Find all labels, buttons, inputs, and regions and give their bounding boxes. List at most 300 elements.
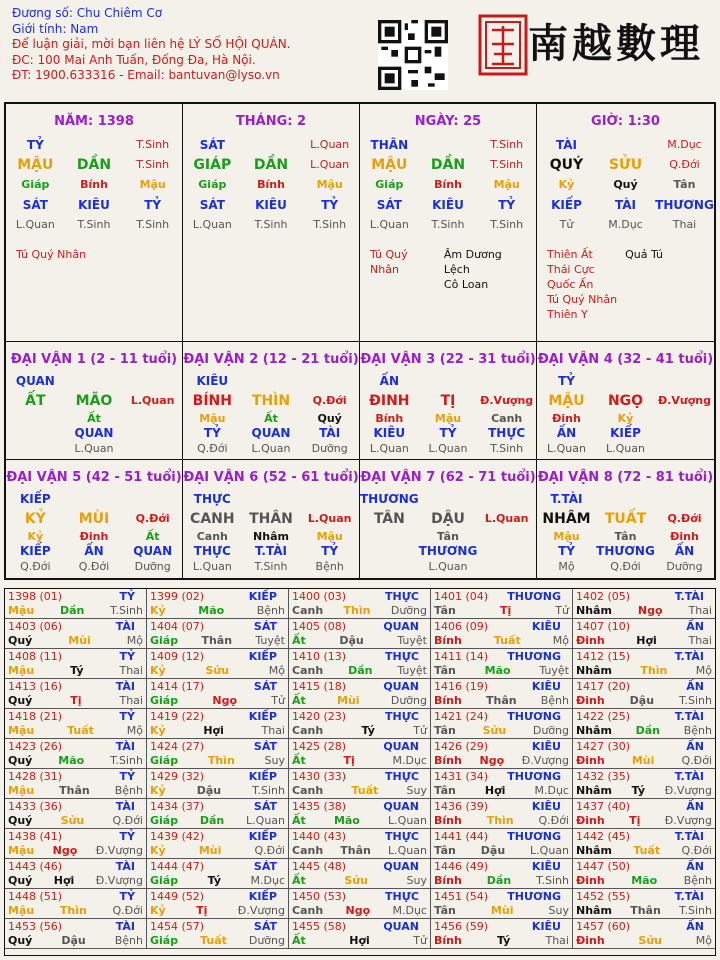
year-can: Nhâm xyxy=(576,604,612,617)
dai-van-value: BÍNH xyxy=(192,393,232,409)
year-cell xyxy=(5,679,147,709)
year-chi: Mùi xyxy=(631,754,655,767)
dai-van-grid xyxy=(537,489,714,574)
year-chi: Tuất xyxy=(493,634,521,647)
year-chi: Mão xyxy=(484,664,511,677)
year-than: KIẾP xyxy=(248,890,277,903)
pillar-value: M.Dục xyxy=(667,138,702,151)
pillar-value: Kỷ xyxy=(558,178,575,191)
dai-van-cell xyxy=(537,460,714,580)
dai-van-value: TÀI xyxy=(319,426,341,440)
pillar-value: L.Quan xyxy=(369,218,409,231)
year-label: 1406 (09) xyxy=(434,620,489,633)
dai-van-value: L.Quan xyxy=(251,442,291,455)
year-label: 1451 (54) xyxy=(434,890,489,903)
star-item: Tú Quý Nhân xyxy=(370,248,408,276)
year-label: 1425 (28) xyxy=(292,740,347,753)
year-than: TỶ xyxy=(119,890,135,903)
dai-van-value: Mậu xyxy=(553,530,580,543)
pillar-value: T.Sinh xyxy=(136,138,170,151)
year-chi: Sửu xyxy=(205,664,230,677)
pillar-cell xyxy=(183,104,360,342)
year-label: 1421 (24) xyxy=(434,710,489,723)
year-label: 1422 (25) xyxy=(576,710,631,723)
dai-van-value: ĐINH xyxy=(369,393,410,409)
year-than: QUAN xyxy=(383,680,419,693)
year-chi: Tý xyxy=(496,934,511,947)
pillar-value: MẬU xyxy=(17,157,54,173)
year-than: QUAN xyxy=(383,620,419,633)
year-truong-sinh: Tuyệt xyxy=(255,634,285,647)
year-cell xyxy=(431,589,573,619)
year-can: Mậu xyxy=(8,724,35,737)
dai-van-cell xyxy=(360,460,537,580)
year-cell xyxy=(431,889,573,919)
year-can: Bính xyxy=(434,934,462,947)
dai-van-value: THƯƠNG xyxy=(418,544,478,558)
year-chi: Tý xyxy=(361,724,375,737)
year-truong-sinh: Mộ xyxy=(268,664,285,677)
dai-van-value xyxy=(596,371,655,391)
year-cell xyxy=(289,859,431,889)
year-can: Tân xyxy=(434,664,456,677)
year-can: Tân xyxy=(434,904,456,917)
year-can: Tân xyxy=(434,604,456,617)
dai-van-value: QUAN xyxy=(251,426,291,440)
year-truong-sinh: Dưỡng xyxy=(532,724,569,737)
year-truong-sinh: T.Sinh xyxy=(536,874,569,887)
year-cell xyxy=(573,619,715,649)
dai-van-value: Tân xyxy=(437,530,459,543)
year-than: THƯƠNG xyxy=(507,650,561,663)
dai-van-value: T.TÀI xyxy=(255,544,287,558)
annual-luck-table xyxy=(4,588,716,956)
year-chi: Hợi xyxy=(53,874,75,887)
dai-van-value: QUAN xyxy=(74,426,114,440)
year-chi: Sửu xyxy=(638,934,662,947)
pillar-value: T.Sinh xyxy=(490,218,524,231)
star-item: Thái Cực xyxy=(547,263,595,276)
year-label: 1415 (18) xyxy=(292,680,347,693)
year-truong-sinh: Đ.Vượng xyxy=(664,784,712,797)
year-label: 1456 (59) xyxy=(434,920,489,933)
year-truong-sinh: T.Sinh xyxy=(252,784,285,797)
year-label: 1426 (29) xyxy=(434,740,489,753)
pillar-value: TỶ xyxy=(321,198,339,212)
pillar-value xyxy=(242,135,301,155)
dai-van-value xyxy=(419,371,478,391)
dai-van-value: TỶ xyxy=(558,374,575,388)
year-chi: Dần xyxy=(59,604,85,617)
dai-van-value: KIẾP xyxy=(610,426,641,440)
year-truong-sinh: L.Quan xyxy=(246,814,285,827)
year-than: THỰC xyxy=(385,710,419,723)
year-than: KIẾP xyxy=(248,710,277,723)
year-truong-sinh: Bệnh xyxy=(683,874,712,887)
year-cell xyxy=(289,589,431,619)
year-label: 1400 (03) xyxy=(292,590,347,603)
year-truong-sinh: Mộ xyxy=(126,724,143,737)
year-can: Kỷ xyxy=(150,664,166,677)
year-than: THỰC xyxy=(385,650,419,663)
year-chi: Thân xyxy=(485,694,517,707)
year-can: Mậu xyxy=(8,784,35,797)
dai-van-value: Q.Đới xyxy=(78,560,110,573)
year-chi: Ngọ xyxy=(52,844,78,857)
year-can: Quý xyxy=(8,634,33,647)
year-label: 1457 (60) xyxy=(576,920,631,933)
dai-van-value: QUAN xyxy=(15,374,55,388)
year-label: 1431 (34) xyxy=(434,770,489,783)
pillar-value: TÀI xyxy=(614,198,636,212)
year-truong-sinh: Tuyệt xyxy=(397,664,427,677)
year-label: 1409 (12) xyxy=(150,650,205,663)
pillar-value: DẦN xyxy=(253,157,289,173)
dai-van-value: KIẾP xyxy=(19,544,51,558)
year-than: KIẾP xyxy=(248,590,277,603)
dai-van-grid xyxy=(360,371,536,456)
pillar-value: L.Quan xyxy=(310,138,350,151)
year-chi: Dần xyxy=(199,814,225,827)
year-truong-sinh: Đ.Vượng xyxy=(95,844,143,857)
year-chi: Tý xyxy=(207,874,221,887)
year-can: Giáp xyxy=(150,934,179,947)
year-chi: Ngọ xyxy=(345,904,371,917)
dai-van-title: ĐẠI VẬN 2 (12 - 21 tuổi) xyxy=(183,352,359,367)
pillar-value: T.Sinh xyxy=(490,138,524,151)
dai-van-value xyxy=(360,559,419,574)
dai-van-value xyxy=(419,489,478,509)
pillar-value: Tân xyxy=(673,178,696,191)
star-item: Tú Quý Nhân xyxy=(16,248,87,261)
star-item: Tú Quý Nhân xyxy=(547,293,618,306)
dai-van-value: CANH xyxy=(190,511,235,527)
contact-line: Để luận giải, mời bạn liên hệ LÝ SỐ HỘI QUÁN. xyxy=(12,37,291,52)
year-can: Quý xyxy=(8,874,33,887)
year-cell xyxy=(147,769,289,799)
year-label: 1399 (02) xyxy=(150,590,205,603)
year-chi: Mão xyxy=(58,754,85,767)
dai-van-value: ẤN xyxy=(379,374,399,388)
year-cell xyxy=(5,649,147,679)
year-cell xyxy=(431,619,573,649)
pillar-value: SÁT xyxy=(199,198,225,212)
year-truong-sinh: M.Dục xyxy=(392,754,427,767)
dai-van-cell xyxy=(183,342,360,460)
dai-van-value: Ất xyxy=(87,412,101,425)
dai-van-title: ĐẠI VẬN 3 (22 - 31 tuổi) xyxy=(360,352,536,367)
year-truong-sinh: Thai xyxy=(688,634,712,647)
year-cell xyxy=(573,919,715,949)
dai-van-value xyxy=(6,441,65,456)
year-cell xyxy=(573,649,715,679)
year-can: Giáp xyxy=(150,754,179,767)
pillar-value: T.Sinh xyxy=(254,218,288,231)
year-truong-sinh: Bệnh xyxy=(256,604,285,617)
year-chi: Ngọ xyxy=(479,754,505,767)
year-truong-sinh: Tử xyxy=(555,604,569,617)
year-truong-sinh: Tuyệt xyxy=(397,634,427,647)
dai-van-value: TỶ xyxy=(439,426,457,440)
year-chi: Thìn xyxy=(343,604,371,617)
pillar-value: Giáp xyxy=(21,178,50,191)
address-line: ĐC: 100 Mai Anh Tuấn, Đống Đa, Hà Nội. xyxy=(12,52,256,67)
dai-van-value: THƯƠNG xyxy=(360,492,419,506)
year-label: 1428 (31) xyxy=(8,770,63,783)
year-can: Ất xyxy=(292,814,306,827)
dai-van-value: Bệnh xyxy=(315,560,344,573)
year-can: Bính xyxy=(434,754,462,767)
year-than: TÀI xyxy=(115,620,135,633)
year-cell xyxy=(431,919,573,949)
dai-van-grid xyxy=(6,371,182,456)
year-truong-sinh: Tử xyxy=(413,934,427,947)
year-truong-sinh: T.Sinh xyxy=(110,754,143,767)
year-chi: Mùi xyxy=(198,844,222,857)
year-truong-sinh: Đ.Vượng xyxy=(521,754,569,767)
year-label: 1438 (41) xyxy=(8,830,63,843)
dai-van-value: Mộ xyxy=(558,560,575,573)
year-label: 1411 (14) xyxy=(434,650,489,663)
year-chi: Ngọ xyxy=(212,694,238,707)
year-label: 1447 (50) xyxy=(576,860,631,873)
year-truong-sinh: Dưỡng xyxy=(248,934,285,947)
dai-van-value: Canh xyxy=(196,530,228,543)
owner-line: Đương số: Chu Chiêm Cơ xyxy=(12,6,163,20)
year-truong-sinh: Q.Đới xyxy=(538,814,569,827)
year-label: 1405 (08) xyxy=(292,620,347,633)
dai-van-value: Dưỡng xyxy=(134,560,171,573)
year-label: 1434 (37) xyxy=(150,800,205,813)
year-cell xyxy=(5,739,147,769)
year-cell xyxy=(289,919,431,949)
dai-van-value: Ất xyxy=(145,530,160,543)
year-chi: Tý xyxy=(631,784,646,797)
year-label: 1418 (21) xyxy=(8,710,63,723)
year-can: Mậu xyxy=(8,844,35,857)
year-chi: Thân xyxy=(340,844,371,857)
pillar-value: T.Sinh xyxy=(136,218,170,231)
year-cell xyxy=(289,679,431,709)
dai-van-value: T.TÀI xyxy=(550,492,583,506)
year-label: 1401 (04) xyxy=(434,590,489,603)
year-than: THỰC xyxy=(385,770,419,783)
year-than: ẤN xyxy=(686,740,704,753)
year-label: 1445 (48) xyxy=(292,860,347,873)
year-than: THỰC xyxy=(385,590,419,603)
dai-van-value: TỶ xyxy=(558,544,575,558)
pillar-value: Mậu xyxy=(139,178,166,191)
qr-code-icon[interactable] xyxy=(378,20,448,90)
dai-van-value: Đinh xyxy=(670,530,699,543)
year-chi: Thân xyxy=(59,784,90,797)
dai-van-value xyxy=(123,426,182,441)
pillar-value: T.Sinh xyxy=(136,158,170,171)
dai-van-value: MẬU xyxy=(548,393,585,409)
year-can: Nhâm xyxy=(576,844,612,857)
year-can: Canh xyxy=(292,724,324,737)
pillar-value: Giáp xyxy=(198,178,227,191)
dai-van-value xyxy=(477,529,536,544)
year-chi: Tị xyxy=(343,754,355,767)
year-chi: Tị xyxy=(629,814,641,827)
pillar-title: THÁNG: 2 xyxy=(235,114,307,129)
year-chi: Dậu xyxy=(629,694,655,707)
year-cell xyxy=(5,829,147,859)
year-can: Quý xyxy=(8,934,33,947)
dai-van-grid xyxy=(183,489,359,574)
year-can: Ất xyxy=(292,874,306,887)
year-can: Kỷ xyxy=(150,784,166,797)
star-item: Thiên Y xyxy=(547,308,588,321)
dai-van-value xyxy=(477,559,536,574)
year-label: 1410 (13) xyxy=(292,650,347,663)
year-than: QUAN xyxy=(383,740,419,753)
year-than: KIÊU xyxy=(531,680,561,693)
year-label: 1408 (11) xyxy=(8,650,63,663)
dai-van-value xyxy=(360,544,419,559)
pillar-value: QUÝ xyxy=(549,157,584,173)
pillar-value: KIẾP xyxy=(551,198,582,212)
dai-van-value: DẬU xyxy=(431,511,465,527)
year-truong-sinh: Thai xyxy=(545,934,569,947)
year-can: Ất xyxy=(292,754,306,767)
pillar-stars xyxy=(537,235,714,322)
pillar-value: Mậu xyxy=(316,178,343,191)
year-label: 1450 (53) xyxy=(292,890,347,903)
year-label: 1433 (36) xyxy=(8,800,63,813)
star-list xyxy=(370,247,436,292)
dai-van-value: Dưỡng xyxy=(666,560,703,573)
year-cell xyxy=(431,769,573,799)
pillar-value: SỬU xyxy=(608,157,643,173)
year-can: Kỷ xyxy=(150,904,166,917)
year-cell xyxy=(431,679,573,709)
year-than: ẤN xyxy=(686,860,704,873)
pillar-value: L.Quan xyxy=(192,218,232,231)
year-can: Kỷ xyxy=(150,844,166,857)
red-seal-logo xyxy=(478,14,528,76)
star-list-secondary xyxy=(444,247,526,292)
dai-van-value: L.Quan xyxy=(547,442,586,455)
pillar-value: T.Sinh xyxy=(77,218,111,231)
star-item: Âm Dương Lệch xyxy=(443,248,502,276)
dai-van-title: ĐẠI VẬN 4 (32 - 41 tuổi) xyxy=(537,352,714,367)
year-than: TỶ xyxy=(119,650,135,663)
year-can: Canh xyxy=(292,904,324,917)
dai-van-value: Kỷ xyxy=(617,412,634,425)
pillar-value: KIÊU xyxy=(78,198,110,212)
year-than: T.TÀI xyxy=(674,650,704,663)
year-label: 1420 (23) xyxy=(292,710,347,723)
year-than: SÁT xyxy=(253,680,277,693)
year-truong-sinh: Q.Đới xyxy=(681,844,712,857)
year-cell xyxy=(5,709,147,739)
pillar-value: SÁT xyxy=(199,138,225,152)
year-chi: Hợi xyxy=(484,784,506,797)
dai-van-value: MÃO xyxy=(75,393,113,409)
year-cell xyxy=(573,679,715,709)
year-than: THƯƠNG xyxy=(507,890,561,903)
dai-van-value: Ất xyxy=(264,412,278,425)
dai-van-value xyxy=(6,426,65,441)
year-than: KIÊU xyxy=(531,740,561,753)
dai-van-value: QUAN xyxy=(133,544,173,558)
year-cell xyxy=(289,649,431,679)
dai-van-value: L.Quan xyxy=(484,512,529,525)
year-chi: Hợi xyxy=(636,634,657,647)
year-truong-sinh: Bệnh xyxy=(540,694,569,707)
year-label: 1423 (26) xyxy=(8,740,63,753)
year-cell xyxy=(289,889,431,919)
pillar-cell xyxy=(537,104,714,342)
dai-van-value: THÌN xyxy=(251,393,291,409)
year-label: 1449 (52) xyxy=(150,890,205,903)
year-can: Đinh xyxy=(576,754,605,767)
star-item: Cô Loan xyxy=(443,278,489,291)
pillar-value: Bính xyxy=(434,178,462,191)
year-cell xyxy=(289,739,431,769)
year-label: 1453 (56) xyxy=(8,920,63,933)
dai-van-value xyxy=(655,489,714,509)
year-label: 1413 (16) xyxy=(8,680,63,693)
year-label: 1430 (33) xyxy=(292,770,347,783)
dai-van-value: ẤT xyxy=(25,393,46,409)
chart-header xyxy=(12,6,372,84)
four-pillars-chart xyxy=(4,102,716,580)
dai-van-value: Q.Đới xyxy=(610,560,641,573)
year-can: Tân xyxy=(434,724,456,737)
year-label: 1403 (06) xyxy=(8,620,63,633)
year-label: 1402 (05) xyxy=(576,590,631,603)
year-truong-sinh: Thai xyxy=(119,694,143,707)
year-chi: Dần xyxy=(635,724,661,737)
dai-van-cell xyxy=(6,342,183,460)
year-chi: Thìn xyxy=(59,904,87,917)
year-than: TÀI xyxy=(115,860,135,873)
year-truong-sinh: Mộ xyxy=(695,934,712,947)
dai-van-grid xyxy=(6,489,182,574)
dai-van-value: MÙI xyxy=(78,511,110,527)
pillar-value: DẦN xyxy=(430,157,466,173)
year-than: T.TÀI xyxy=(674,890,704,903)
year-than: SÁT xyxy=(253,860,277,873)
year-can: Đinh xyxy=(576,934,605,947)
year-truong-sinh: Mộ xyxy=(695,664,712,677)
year-can: Canh xyxy=(292,844,324,857)
year-truong-sinh: Q.Đới xyxy=(681,754,712,767)
year-than: TÀI xyxy=(115,800,135,813)
dai-van-value: L.Quan xyxy=(606,442,645,455)
year-cell xyxy=(147,589,289,619)
dai-van-value: THƯƠNG xyxy=(596,544,655,558)
year-than: SÁT xyxy=(253,800,277,813)
year-cell xyxy=(431,829,573,859)
dai-van-value: KIÊU xyxy=(373,426,406,440)
year-chi: Dậu xyxy=(339,634,364,647)
pillar-title: GIỜ: 1:30 xyxy=(591,114,660,129)
year-than: KIÊU xyxy=(531,920,561,933)
year-can: Nhâm xyxy=(576,784,612,797)
year-chi: Thìn xyxy=(207,754,235,767)
year-chi: Mùi xyxy=(68,634,91,647)
dai-van-value: Q.Đới xyxy=(20,560,51,573)
year-truong-sinh: Đ.Vượng xyxy=(664,814,712,827)
pillar-grid xyxy=(360,135,536,235)
year-chi: Dần xyxy=(486,874,512,887)
year-cell xyxy=(147,619,289,649)
year-truong-sinh: Suy xyxy=(406,874,427,887)
